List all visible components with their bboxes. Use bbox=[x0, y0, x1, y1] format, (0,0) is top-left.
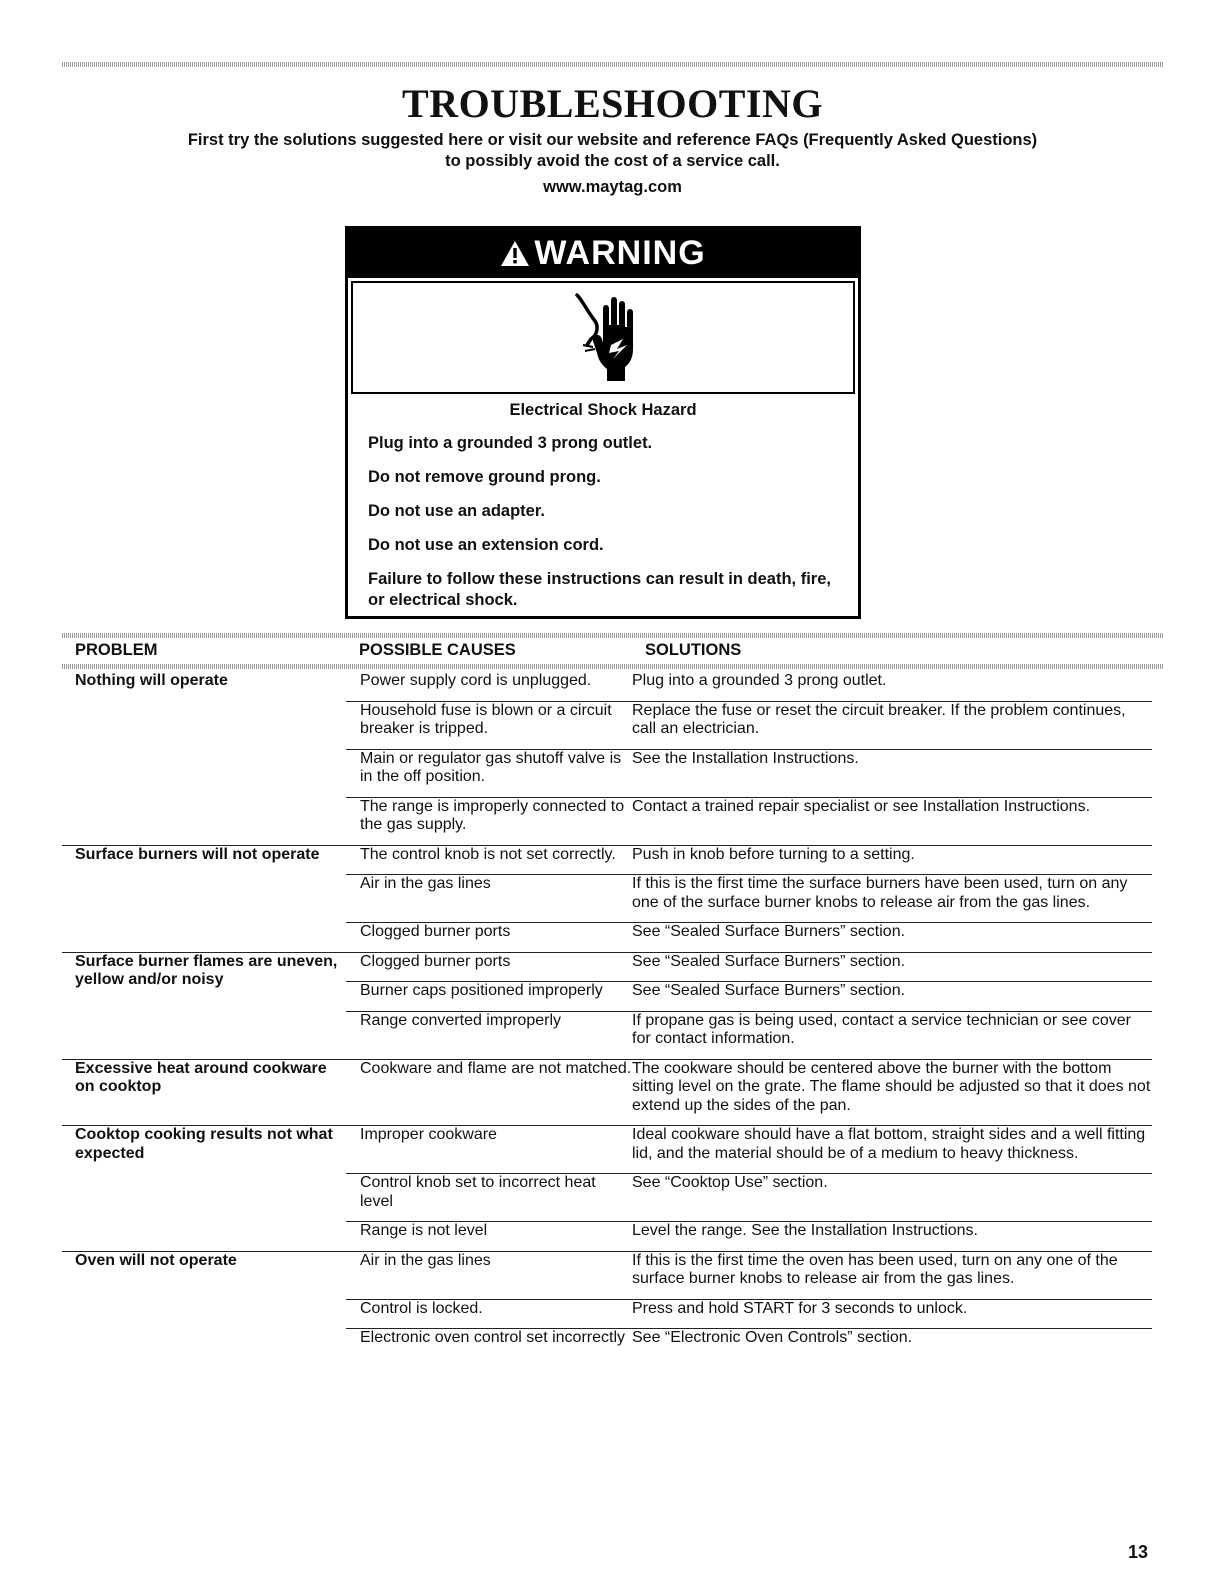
possible-cause: Air in the gas lines bbox=[360, 875, 491, 892]
cause-solution-list bbox=[346, 953, 1152, 1059]
possible-cause: Control knob set to incorrect heat level bbox=[360, 1174, 596, 1210]
warning-box bbox=[345, 226, 861, 619]
solution: See “Sealed Surface Burners” section. bbox=[632, 982, 906, 999]
problem-label: Cooktop cooking results not what expected bbox=[75, 1126, 333, 1162]
table-row bbox=[346, 749, 1152, 797]
problem-group bbox=[62, 845, 1152, 952]
cause-solution-list bbox=[346, 1252, 1152, 1358]
table-row bbox=[346, 922, 1152, 952]
problem-label: Nothing will operate bbox=[75, 672, 228, 689]
solution: Replace the fuse or reset the circuit breaker. If the problem continues, call an electrician. bbox=[632, 701, 1126, 737]
solution: See “Electronic Oven Controls” section. bbox=[632, 1329, 913, 1346]
possible-cause: Burner caps positioned improperly bbox=[360, 982, 603, 999]
warning-line: Do not use an adapter. bbox=[368, 502, 545, 520]
possible-cause: The range is improperly connected to the gas supply. bbox=[360, 797, 625, 833]
solution: See “Cooktop Use” section. bbox=[632, 1174, 828, 1191]
page-title: TROUBLESHOOTING bbox=[402, 81, 823, 126]
problem-group bbox=[62, 1059, 1152, 1126]
possible-cause: Clogged burner ports bbox=[360, 923, 511, 940]
warning-text bbox=[368, 401, 838, 624]
cause-solution-list bbox=[346, 846, 1152, 952]
problem-label: Excessive heat around cookware on cooktop bbox=[75, 1059, 327, 1095]
table-row bbox=[346, 1011, 1152, 1059]
solution: Push in knob before turning to a setting. bbox=[632, 845, 915, 863]
table-row bbox=[346, 701, 1152, 749]
warning-line: Do not use an extension cord. bbox=[368, 536, 604, 554]
hazard-title: Electrical Shock Hazard bbox=[509, 401, 697, 419]
problem-group bbox=[62, 672, 1152, 845]
warning-triangle-icon bbox=[500, 240, 530, 267]
solution: If this is the first time the oven has been used, turn on any one of the surface burner knobs to release air from the gas lines. bbox=[632, 1251, 1118, 1287]
troubleshooting-table bbox=[62, 672, 1152, 1358]
problem-group bbox=[62, 1125, 1152, 1251]
table-row bbox=[346, 1060, 1152, 1126]
problem-group bbox=[62, 1251, 1152, 1358]
problem-group bbox=[62, 952, 1152, 1059]
table-row bbox=[346, 1299, 1152, 1329]
hazard-icon-panel bbox=[351, 281, 855, 394]
table-header bbox=[75, 641, 1165, 663]
solution: Plug into a grounded 3 prong outlet. bbox=[632, 672, 887, 689]
electrical-shock-hand-icon bbox=[573, 289, 647, 387]
table-header-bottom-divider bbox=[62, 664, 1163, 669]
possible-cause: Range is not level bbox=[360, 1222, 488, 1239]
table-row bbox=[346, 1173, 1152, 1221]
solution: Ideal cookware should have a flat bottom, straight sides and a well fitting lid, and the material should be of a medium to heavy thickness. bbox=[632, 1126, 1146, 1162]
possible-cause: Range converted improperly bbox=[360, 1011, 561, 1029]
header-problem: PROBLEM bbox=[75, 641, 158, 659]
possible-cause: Electronic oven control set incorrectly bbox=[360, 1329, 625, 1346]
solution: Press and hold START for 3 seconds to unlock. bbox=[632, 1299, 968, 1317]
solution: The cookware should be centered above the burner with the bottom sitting level on the grate. The flame should be adjusted so that it does not extend up the sides of the pan. bbox=[632, 1059, 1151, 1114]
problem-label: Surface burners will not operate bbox=[75, 845, 320, 863]
cause-solution-list bbox=[346, 672, 1152, 845]
solution: If propane gas is being used, contact a service technician or see cover for contact information. bbox=[632, 1011, 1131, 1047]
table-row bbox=[346, 797, 1152, 845]
top-divider bbox=[62, 62, 1163, 67]
solution: See “Sealed Surface Burners” section. bbox=[632, 952, 906, 970]
table-row bbox=[346, 1328, 1152, 1358]
header-causes: POSSIBLE CAUSES bbox=[359, 641, 516, 659]
table-row bbox=[346, 953, 1152, 982]
warning-line: Do not remove ground prong. bbox=[368, 468, 601, 486]
table-row bbox=[346, 981, 1152, 1011]
intro-line-2: to possibly avoid the cost of a service call. bbox=[445, 152, 780, 170]
page-number: 13 bbox=[1128, 1542, 1149, 1562]
possible-cause: Power supply cord is unplugged. bbox=[360, 672, 592, 689]
possible-cause: The control knob is not set correctly. bbox=[360, 845, 616, 863]
solution: Contact a trained repair specialist or see Installation Instructions. bbox=[632, 797, 1091, 815]
warning-line: Plug into a grounded 3 prong outlet. bbox=[368, 434, 653, 452]
possible-cause: Control is locked. bbox=[360, 1299, 483, 1317]
warning-header bbox=[348, 229, 858, 278]
solution: Level the range. See the Installation Instructions. bbox=[632, 1222, 978, 1239]
table-header-top-divider bbox=[62, 633, 1163, 638]
possible-cause: Main or regulator gas shutoff valve is in the off position. bbox=[360, 749, 622, 785]
solution: If this is the first time the surface burners have been used, turn on any one of the surface burner knobs to release air from the gas lines. bbox=[632, 875, 1128, 911]
warning-label: WARNING bbox=[534, 234, 706, 272]
possible-cause: Air in the gas lines bbox=[360, 1251, 491, 1269]
table-row bbox=[346, 1221, 1152, 1251]
table-row bbox=[346, 1252, 1152, 1299]
possible-cause: Household fuse is blown or a circuit breaker is tripped. bbox=[360, 701, 612, 737]
possible-cause: Cookware and flame are not matched. bbox=[360, 1059, 632, 1077]
problem-label: Oven will not operate bbox=[75, 1251, 237, 1269]
table-row bbox=[346, 672, 1152, 701]
intro-line-1: First try the solutions suggested here or visit our website and reference FAQs (Frequently Asked Questions) bbox=[187, 131, 1038, 149]
warning-line: Failure to follow these instructions can result in death, fire, or electrical shock. bbox=[368, 570, 831, 609]
table-row bbox=[346, 874, 1152, 922]
website-link[interactable]: www.maytag.com bbox=[543, 178, 682, 196]
possible-cause: Improper cookware bbox=[360, 1126, 497, 1143]
table-row bbox=[346, 846, 1152, 875]
problem-label: Surface burner flames are uneven, yellow and/or noisy bbox=[75, 952, 338, 988]
solution: See the Installation Instructions. bbox=[632, 749, 859, 767]
header-solutions: SOLUTIONS bbox=[645, 641, 742, 659]
possible-cause: Clogged burner ports bbox=[360, 952, 511, 970]
table-row bbox=[346, 1126, 1152, 1173]
cause-solution-list bbox=[346, 1060, 1152, 1126]
cause-solution-list bbox=[346, 1126, 1152, 1251]
solution: See “Sealed Surface Burners” section. bbox=[632, 923, 906, 940]
